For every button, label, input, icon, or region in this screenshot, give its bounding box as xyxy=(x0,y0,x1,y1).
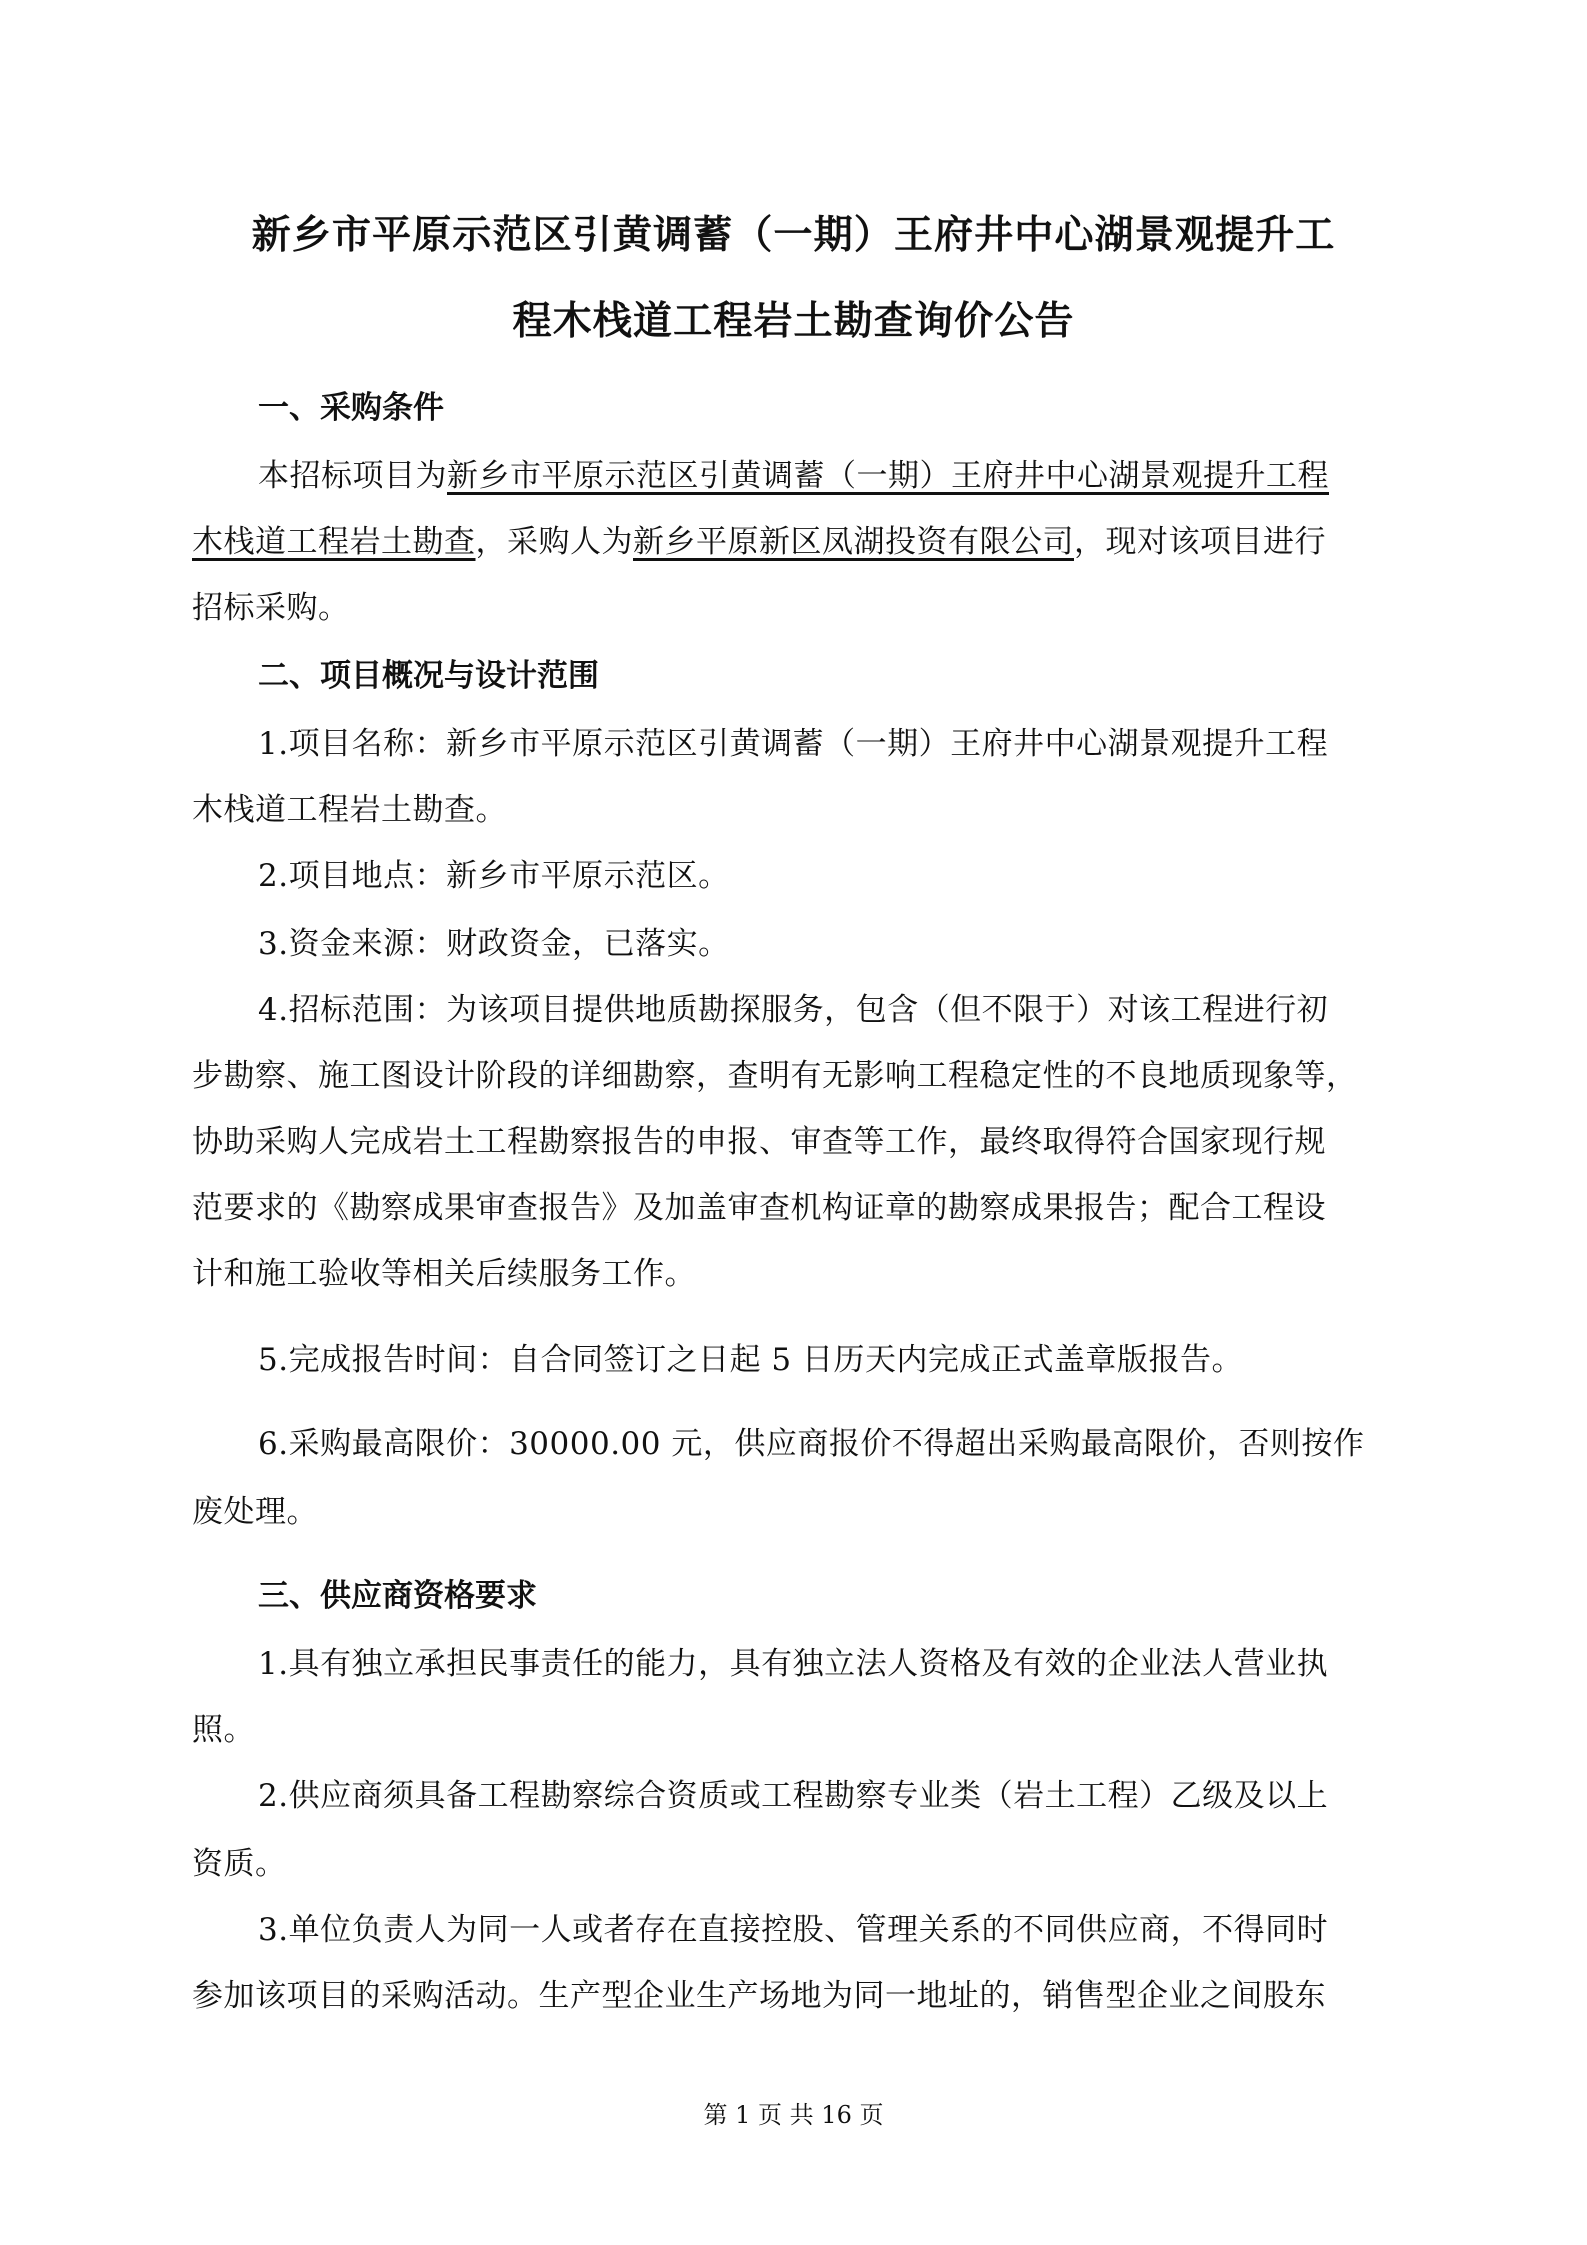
text-run: ，现对该项目进行 xyxy=(1074,524,1326,560)
item-scope-cont: 计和施工验收等相关后续服务工作。 xyxy=(192,1256,696,1292)
document-title-line-1: 新乡市平原示范区引黄调蓄（一期）王府井中心湖景观提升工 xyxy=(251,213,1336,258)
item-qualification: 2.供应商须具备工程勘察综合资质或工程勘察专业类（岩土工程）乙级及以上 xyxy=(258,1778,1329,1814)
item-max-price: 6.采购最高限价：30000.00 元，供应商报价不得超出采购最高限价，否则按作 xyxy=(258,1426,1365,1462)
paragraph-line xyxy=(192,522,1326,562)
item-project-name: 1.项目名称：新乡市平原示范区引黄调蓄（一期）王府井中心湖景观提升工程 xyxy=(258,726,1329,762)
project-name-underlined-cont: 木栈道工程岩土勘查 xyxy=(192,524,476,560)
paragraph-line: 招标采购。 xyxy=(192,590,350,626)
project-name-underlined: 新乡市平原示范区引黄调蓄（一期）王府井中心湖景观提升工程 xyxy=(447,458,1329,494)
purchaser-name-underlined: 新乡平原新区凤湖投资有限公司 xyxy=(633,524,1074,560)
item-report-time: 5.完成报告时间：自合同签订之日起 5 日历天内完成正式盖章版报告。 xyxy=(258,1342,1244,1378)
document-title-line-2: 程木栈道工程岩土勘查询价公告 xyxy=(512,299,1075,344)
item-project-location: 2.项目地点：新乡市平原示范区。 xyxy=(258,858,730,894)
item-scope: 4.招标范围：为该项目提供地质勘探服务，包含（但不限于）对该工程进行初 xyxy=(258,992,1329,1028)
item-legal-capacity: 1.具有独立承担民事责任的能力，具有独立法人资格及有效的企业法人营业执 xyxy=(258,1646,1329,1682)
item-conflict-rule-cont: 参加该项目的采购活动。生产型企业生产场地为同一地址的，销售型企业之间股东 xyxy=(192,1978,1326,2014)
page-number-footer: 第 1 页 共 16 页 xyxy=(703,2101,884,2129)
text-run: ，采购人为 xyxy=(475,524,633,560)
item-project-name-cont: 木栈道工程岩土勘查。 xyxy=(192,792,507,828)
item-qualification-cont: 资质。 xyxy=(192,1846,287,1882)
item-scope-cont: 范要求的《勘察成果审查报告》及加盖审查机构证章的勘察成果报告；配合工程设 xyxy=(192,1190,1326,1226)
section-heading-project-overview: 二、项目概况与设计范围 xyxy=(258,658,599,694)
section-heading-procurement-conditions: 一、采购条件 xyxy=(258,390,444,426)
item-scope-cont: 协助采购人完成岩土工程勘察报告的申报、审查等工作，最终取得符合国家现行规 xyxy=(192,1124,1326,1160)
section-heading-supplier-qualifications: 三、供应商资格要求 xyxy=(258,1578,537,1614)
paragraph-line xyxy=(258,456,1329,496)
text-run: 本招标项目为 xyxy=(258,458,447,494)
item-conflict-rule: 3.单位负责人为同一人或者存在直接控股、管理关系的不同供应商，不得同时 xyxy=(258,1912,1329,1948)
item-fund-source: 3.资金来源：财政资金，已落实。 xyxy=(258,926,730,962)
item-scope-cont: 步勘察、施工图设计阶段的详细勘察，查明有无影响工程稳定性的不良地质现象等， xyxy=(192,1058,1358,1094)
item-max-price-cont: 废处理。 xyxy=(192,1494,318,1530)
item-legal-capacity-cont: 照。 xyxy=(192,1712,255,1748)
